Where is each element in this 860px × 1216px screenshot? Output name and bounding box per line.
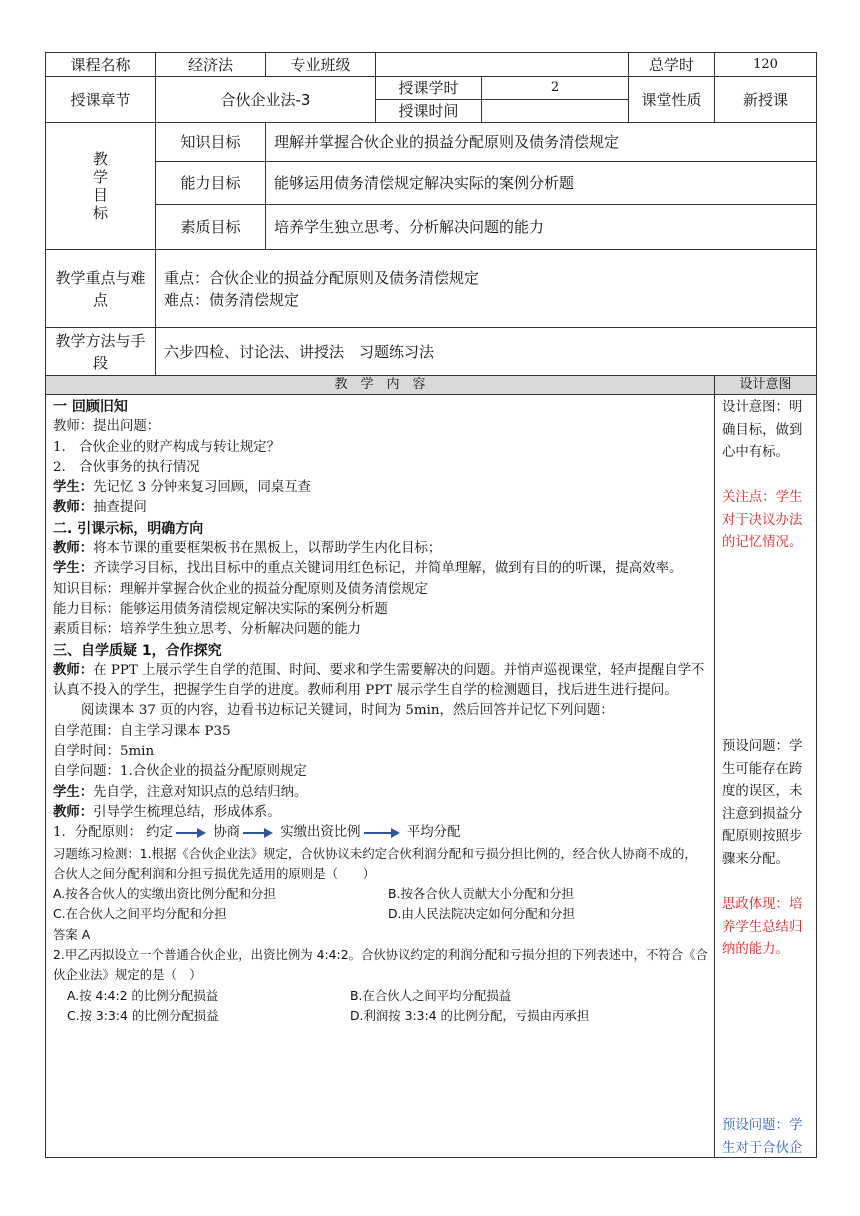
content-line: 素质目标：培养学生独立思考、分析解决问题的能力 xyxy=(53,622,361,638)
flow-prefix: 1．分配原则： xyxy=(53,825,142,841)
content-line: 能力目标：能够运用债务清偿规定解决实际的案例分析题 xyxy=(53,601,388,617)
lesson-hours: 2 xyxy=(482,77,629,100)
preset-question-note-2: 预设问题：学生对于合伙企 xyxy=(722,1118,803,1156)
lesson-plan-page xyxy=(45,52,816,1156)
content-line: 自学时间：5min xyxy=(53,744,155,760)
key-point: 重点：合伙企业的损益分配原则及债务清偿规定 xyxy=(164,268,480,287)
content-header: 教 学 内 容 xyxy=(46,376,715,395)
lesson-time-label: 授课时间 xyxy=(376,100,482,123)
content-line: 学生：齐读学习目标，找出目标中的重点关键词用红色标记，并简单理解，做到有目的的听课，提高效率。 xyxy=(53,561,683,577)
option: C.在合伙人之间平均分配和分担 xyxy=(53,906,227,922)
question-1-options-row xyxy=(53,884,708,904)
question-1: 习题练习检测：1.根据《合伙企业法》规定，合伙协议未约定合伙利润分配和亏损分担比例的，经合伙人协商不成的，合伙人之间分配利润和分担亏损优先适用的原则是（ ） xyxy=(53,845,697,881)
quality-objective: 培养学生独立思考、分析解决问题的能力 xyxy=(266,205,817,250)
section-2-title: 二. 引课示标，明确方向 xyxy=(53,520,204,537)
content-line: 自学问题：1.合伙企业的损益分配原则规定 xyxy=(53,764,307,780)
knowledge-objective: 理解并掌握合伙企业的损益分配原则及债务清偿规定 xyxy=(266,123,817,162)
section-1-title: 一 回顾旧知 xyxy=(53,399,128,415)
focus-note: 关注点：学生对于决议办法的记忆情况。 xyxy=(722,490,803,551)
arrow-right-icon xyxy=(243,828,273,838)
objectives-label: 教学目标 xyxy=(46,123,156,250)
flow-step: 实缴出资比例 xyxy=(280,825,361,841)
preset-question-note: 预设问题：学生可能存在跨度的误区，未注意到损益分配原则按照步骤来分配。 xyxy=(722,739,803,867)
chapter-label: 授课章节 xyxy=(46,77,156,123)
content-line: 2. 合伙事务的执行情况 xyxy=(53,459,200,475)
content-line: 教师：抽查提问 xyxy=(53,500,147,516)
section-3-title: 三、自学质疑 1，合作探究 xyxy=(53,642,222,659)
content-line: 学生：先记忆 3 分钟来复习回顾，同桌互查 xyxy=(53,480,312,496)
teaching-content xyxy=(46,395,715,1158)
chapter: 合伙企业法-3 xyxy=(156,77,376,123)
content-line: 教师：提出问题： xyxy=(53,419,161,435)
arrow-right-icon xyxy=(176,828,206,838)
question-2-options-row xyxy=(53,986,708,1006)
class-label: 专业班级 xyxy=(266,53,376,77)
total-hours-label: 总学时 xyxy=(629,53,715,77)
knowledge-label: 知识目标 xyxy=(156,123,266,162)
key-points-label: 教学重点与难点 xyxy=(46,250,156,328)
lesson-hours-label: 授课学时 xyxy=(376,77,482,100)
option: A.按各合伙人的实缴出资比例分配和分担 xyxy=(53,886,276,902)
class-value xyxy=(376,53,629,77)
question-2-options-row xyxy=(53,1006,708,1026)
content-line: 知识目标：理解并掌握合伙企业的损益分配原则及债务清偿规定 xyxy=(53,581,428,597)
option: B.在合伙人之间平均分配损益 xyxy=(350,987,512,1003)
quality-label: 素质目标 xyxy=(156,205,266,250)
course-name-label: 课程名称 xyxy=(46,53,156,77)
option: B.按各合伙人贡献大小分配和分担 xyxy=(388,886,574,902)
question-1-options-row xyxy=(53,904,708,924)
difficult-point: 难点：债务清偿规定 xyxy=(164,290,300,309)
content-line: 教师：将本节课的重要框架板书在黑板上，以帮助学生内化目标； xyxy=(53,541,442,557)
option: A.按 4:4:2 的比例分配损益 xyxy=(67,987,219,1003)
content-line: 教师：在 PPT 上展示学生自学的范围、时间、要求和学生需要解决的问题。并悄声巡视课堂，轻声提醒自学不认真不投入的学生，把握学生自学的进度。教师利用 PPT 展示学生自学的检测题目，找后进生进行提问。 xyxy=(53,662,705,699)
course-name: 经济法 xyxy=(156,53,266,77)
content-line: 阅读课本 37 页的内容，边看书边标记关键词，时间为 5min，然后回答并记忆下列问题： xyxy=(81,703,614,719)
content-line: 教师：引导学生梳理总结，形成体系。 xyxy=(53,804,281,820)
question-1-answer: 答案 A xyxy=(53,926,91,942)
class-type: 新授课 xyxy=(715,77,817,123)
option: C.按 3:3:4 的比例分配损益 xyxy=(67,1007,219,1023)
methods-label: 教学方法与手段 xyxy=(46,328,156,376)
methods-value: 六步四检、讨论法、讲授法 习题练习法 xyxy=(156,328,817,376)
arrow-right-icon xyxy=(364,828,400,838)
ideology-note: 思政体现：培养学生总结归纳的能力。 xyxy=(722,897,803,958)
flow-step: 协商 xyxy=(213,825,240,841)
ability-label: 能力目标 xyxy=(156,162,266,205)
flow-step: 约定 xyxy=(146,825,173,841)
flow-step: 平均分配 xyxy=(406,825,461,841)
content-line: 学生：先自学，注意对知识点的总结归纳。 xyxy=(53,784,308,800)
class-type-label: 课堂性质 xyxy=(629,77,715,123)
content-line: 1. 合伙企业的财产构成与转让规定？ xyxy=(53,439,281,455)
content-line: 自学范围：自主学习课本 P35 xyxy=(53,723,231,739)
option: D.利润按 3:3:4 的比例分配，亏损由丙承担 xyxy=(350,1007,590,1023)
design-header: 设计意图 xyxy=(715,376,817,395)
ability-objective: 能够运用债务清偿规定解决实际的案例分析题 xyxy=(266,162,817,205)
lesson-time xyxy=(482,100,629,123)
total-hours: 120 xyxy=(715,53,817,77)
lesson-plan-table xyxy=(45,52,817,1158)
key-points-cell xyxy=(156,250,817,328)
distribution-flow xyxy=(53,823,708,843)
option: D.由人民法院决定如何分配和分担 xyxy=(388,906,575,922)
design-intent xyxy=(715,395,817,1158)
question-2: 2.甲乙丙拟设立一个普通合伙企业，出资比例为 4:4:2。合伙协议约定的利润分配和亏损分担的下列表述中，不符合《合伙企业法》规定的是（ ） xyxy=(53,947,708,983)
design-note: 设计意图：明确目标，做到心中有标。 xyxy=(722,400,803,461)
